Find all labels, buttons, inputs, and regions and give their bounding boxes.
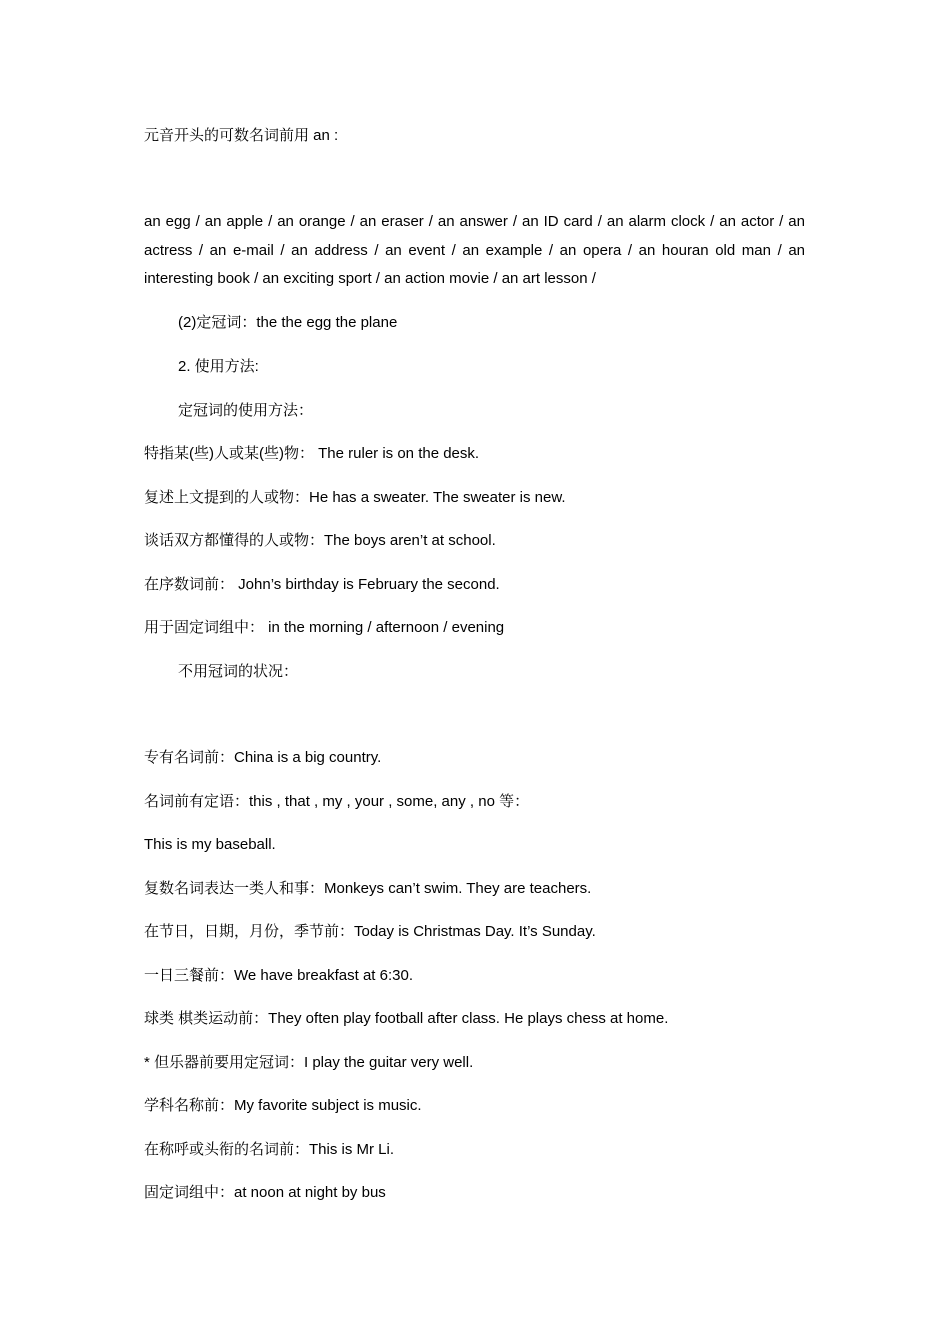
an-examples-paragraph: an egg / an apple / an orange / an eraser / an answer / an ID card / an alarm clock / an actor / an actress / an e-mail / an address / an event / an example / an opera / an houran old man / an interesting book / an exciting sport / an action movie / an art lesson /: [144, 213, 805, 287]
no-article-rule: 名词前有定语：this , that , my , your , some, any , no 等：: [144, 793, 530, 810]
no-article-rule: 球类 棋类运动前：They often play football after class. He plays chess at home.: [144, 1010, 669, 1027]
no-article-rule: This is my baseball.: [144, 836, 276, 853]
no-article-heading: 不用冠词的状况：: [178, 663, 299, 680]
usage-heading: 2. 使用方法:: [178, 358, 259, 375]
no-article-rule: 学科名称前：My favorite subject is music.: [144, 1097, 422, 1114]
vowel-heading: 元音开头的可数名词前用 an :: [144, 127, 339, 144]
definite-rule: 谈话双方都懂得的人或物：The boys aren’t at school.: [144, 532, 496, 549]
no-article-rule: 固定词组中：at noon at night by bus: [144, 1184, 386, 1201]
no-article-rule: 在节日，日期，月份，季节前：Today is Christmas Day. It’s Sunday.: [144, 923, 596, 940]
no-article-rule: 专有名词前：China is a big country.: [144, 749, 382, 766]
definite-rule: 特指某(些)人或某(些)物： The ruler is on the desk.: [144, 445, 480, 462]
no-article-rule: * 但乐器前要用定冠词：I play the guitar very well.: [144, 1054, 474, 1071]
no-article-rule: 一日三餐前：We have breakfast at 6:30.: [144, 967, 413, 984]
no-article-rule: 复数名词表达一类人和事：Monkeys can’t swim. They are teachers.: [144, 880, 592, 897]
no-article-rule: 在称呼或头衔的名词前：This is Mr Li.: [144, 1141, 395, 1158]
definite-rule: 复述上文提到的人或物：He has a sweater. The sweater is new.: [144, 489, 566, 506]
definite-usage-heading: 定冠词的使用方法：: [178, 402, 314, 419]
definite-article-line: (2)定冠词：the the egg the plane: [178, 314, 398, 331]
definite-rule: 用于固定词组中： in the morning / afternoon / evening: [144, 619, 505, 636]
definite-rule: 在序数词前： John’s birthday is February the second.: [144, 576, 500, 593]
